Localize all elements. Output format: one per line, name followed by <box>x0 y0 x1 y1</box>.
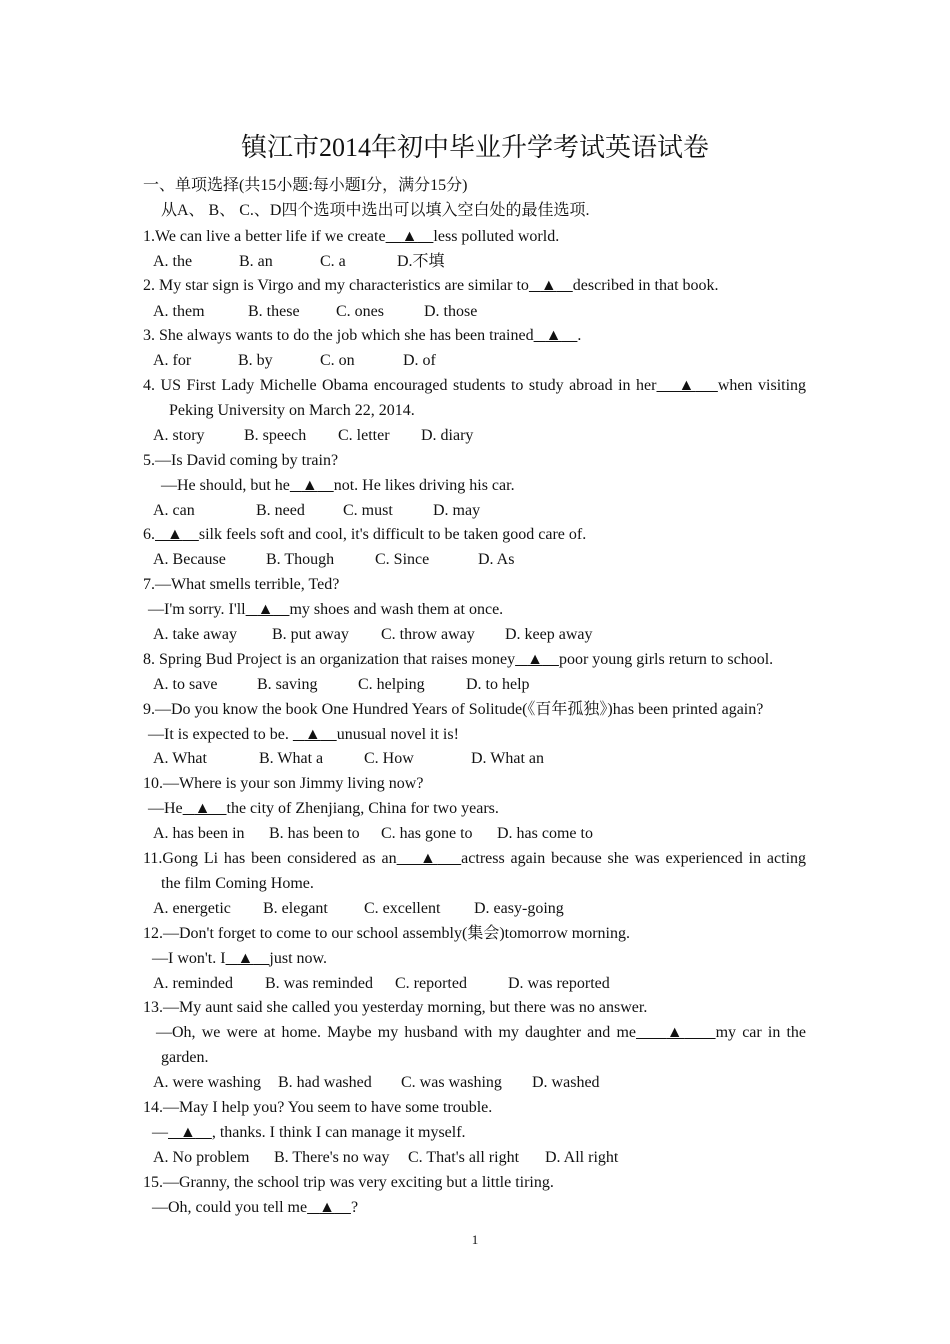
answer-blank: ▲ <box>301 477 318 494</box>
question-6: 6. ▲ silk feels soft and cool, it's difficult to be taken good care of. <box>143 526 587 543</box>
option: C. throw away <box>381 626 475 643</box>
question-9-reply: —It is expected to be. ▲ unusual novel it is! <box>148 726 459 743</box>
option: D. of <box>403 352 436 369</box>
option: A. to save <box>153 676 218 693</box>
option: C. a <box>320 253 346 270</box>
option: C. reported <box>395 975 467 992</box>
option: C. letter <box>338 427 390 444</box>
question-12-reply: —I won't. I ▲ just now. <box>152 950 328 967</box>
option: D. diary <box>421 427 474 444</box>
question-10-reply: —He ▲ the city of Zhenjiang, China for two years. <box>148 800 499 817</box>
answer-blank: ▲ <box>540 277 557 294</box>
option: C. must <box>343 502 393 519</box>
option: D.不填 <box>397 253 445 270</box>
answer-blank: ▲ <box>527 651 543 668</box>
option: B. an <box>239 253 273 270</box>
option: B. Though <box>266 551 335 568</box>
answer-blank: ▲ <box>319 1199 335 1216</box>
answer-blank: ▲ <box>545 327 562 344</box>
option: C. How <box>364 750 414 767</box>
option: D. keep away <box>505 626 593 643</box>
option: C. has gone to <box>381 825 473 842</box>
question-8: 8. Spring Bud Project is an organization that raises money ▲ poor young girls return to school. <box>143 651 774 668</box>
option: D. has come to <box>497 825 593 842</box>
option: C. on <box>320 352 355 369</box>
option: A. No problem <box>153 1149 250 1166</box>
option: B. had washed <box>278 1074 372 1091</box>
option: B. by <box>238 352 273 369</box>
option: C. was washing <box>401 1074 502 1091</box>
option: D. to help <box>466 676 530 693</box>
option: C. helping <box>358 676 425 693</box>
question-7-reply: —I'm sorry. I'll ▲ my shoes and wash them at once. <box>148 601 504 618</box>
option: A. reminded <box>153 975 233 992</box>
option: B. these <box>248 303 300 320</box>
option: A. take away <box>153 626 237 643</box>
question-13-continuation: garden. <box>161 1049 209 1066</box>
option: B. There's no way <box>274 1149 390 1166</box>
option: A. can <box>153 502 195 519</box>
option: D. What an <box>471 750 545 767</box>
option: A. story <box>153 427 205 444</box>
answer-blank: ▲ <box>666 1024 685 1041</box>
question-15-reply: —Oh, could you tell me ▲ ? <box>152 1199 359 1216</box>
question-10: 10.—Where is your son Jimmy living now? <box>143 775 424 792</box>
answer-blank: ▲ <box>194 800 211 817</box>
option: B. has been to <box>269 825 360 842</box>
option: B. put away <box>272 626 349 643</box>
option: D. easy-going <box>474 900 564 917</box>
section-heading: 一、单项选择(共15小题:每小题I分，满分15分) <box>143 177 468 194</box>
question-9: 9.—Do you know the book One Hundred Years of Solitude(《百年孤独》)has been printed again? <box>143 701 764 718</box>
answer-blank: ▲ <box>304 726 321 743</box>
answer-blank: ▲ <box>678 377 696 394</box>
option: C. Since <box>375 551 430 568</box>
option: B. saving <box>257 676 318 693</box>
option: A. has been in <box>153 825 245 842</box>
option: A. for <box>153 352 192 369</box>
option: B. What a <box>259 750 324 767</box>
option: A. Because <box>153 551 226 568</box>
answer-blank: ▲ <box>420 850 438 867</box>
answer-blank: ▲ <box>237 950 254 967</box>
question-12: 12.—Don't forget to come to our school assembly(集会)tomorrow morning. <box>143 925 630 942</box>
question-13: 13.—My aunt said she called you yesterday morning, but there was no answer. <box>143 999 648 1016</box>
option: D. All right <box>545 1149 619 1166</box>
section-instruction: 从A、 B、 C.、D四个选项中选出可以填入空白处的最佳选项. <box>161 202 590 219</box>
question-5: 5.—Is David coming by train? <box>143 452 339 469</box>
answer-blank: ▲ <box>257 601 274 618</box>
option: A. What <box>153 750 207 767</box>
question-3: 3. She always wants to do the job which she has been trained ▲ . <box>143 327 582 344</box>
answer-blank: ▲ <box>401 228 418 245</box>
option: D. was reported <box>508 975 610 992</box>
page-number: 1 <box>471 1232 479 1247</box>
option: A. them <box>153 303 205 320</box>
option: C. That's all right <box>408 1149 520 1166</box>
question-7: 7.—What smells terrible, Ted? <box>143 576 340 593</box>
option: B. speech <box>244 427 307 444</box>
answer-blank: ▲ <box>180 1124 196 1141</box>
question-14: 14.—May I help you? You seem to have some trouble. <box>143 1099 493 1116</box>
option: D. those <box>424 303 478 320</box>
question-2: 2. My star sign is Virgo and my characteristics are similar to ▲ described in that book. <box>143 277 719 294</box>
option: B. was reminded <box>265 975 373 992</box>
option: A. the <box>153 253 193 270</box>
question-5-reply: —He should, but he ▲ not. He likes driving his car. <box>161 477 515 494</box>
option: D. may <box>433 502 481 519</box>
question-4: 4. US First Lady Michelle Obama encouraged students to study abroad in her ▲ when visiting <box>143 377 807 394</box>
question-1: 1.We can live a better life if we create ▲ less polluted world. <box>143 228 560 245</box>
question-11: 11.Gong Li has been considered as an ▲ actress again because she was experienced in acting <box>143 850 807 867</box>
option: D. washed <box>532 1074 600 1091</box>
option: D. As <box>478 551 515 568</box>
option: A. were washing <box>153 1074 261 1091</box>
option: B. need <box>256 502 305 519</box>
exam-title: 镇江市2014年初中毕业升学考试英语试卷 <box>240 133 709 162</box>
question-14-reply: — ▲ , thanks. I think I can manage it myself. <box>152 1124 466 1141</box>
question-4-continuation: Peking University on March 22, 2014. <box>169 402 415 419</box>
question-15: 15.—Granny, the school trip was very exciting but a little tiring. <box>143 1174 554 1191</box>
answer-blank: ▲ <box>167 526 183 543</box>
option: A. energetic <box>153 900 231 917</box>
option: B. elegant <box>263 900 328 917</box>
option: C. excellent <box>364 900 441 917</box>
question-11-continuation: the film Coming Home. <box>161 875 314 892</box>
question-13-reply: —Oh, we were at home. Maybe my husband with my daughter and me ▲ my car in the <box>156 1024 807 1041</box>
option: C. ones <box>336 303 384 320</box>
